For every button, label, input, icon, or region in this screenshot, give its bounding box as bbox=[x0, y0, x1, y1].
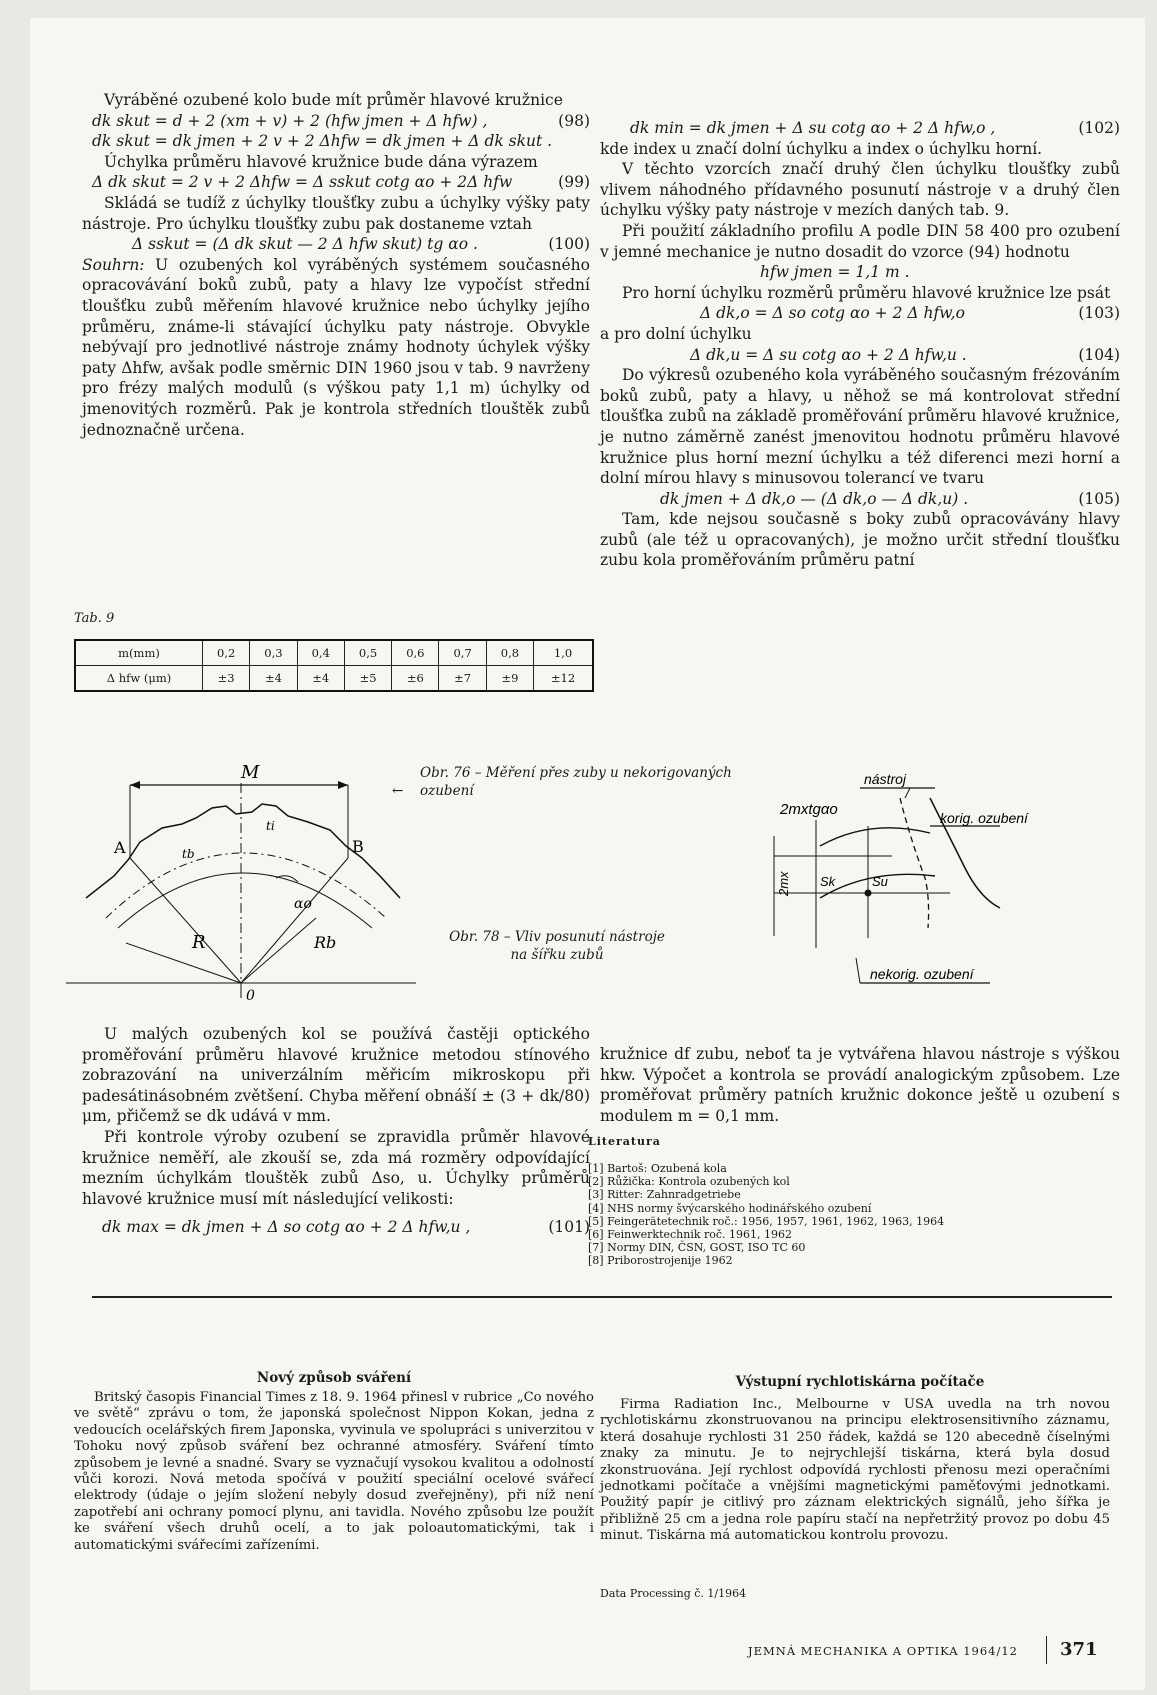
table-cell: 0,3 bbox=[250, 640, 297, 666]
paragraph: a pro dolní úchylku bbox=[600, 324, 752, 343]
list-item: [2] Růžička: Kontrola ozubených kol bbox=[588, 1175, 790, 1189]
paragraph: U malých ozubených kol se používá častěji optického proměřování průměru hlavové kružnice metodou stínového zobrazování na univerzálním měřicím mikroskopu při padesátinásobném zvětšení. Chyba měření obnáší ± (3 + dk/80) μm, přičemž se dk udává v mm. bbox=[82, 1025, 590, 1126]
list-item: [4] NHS normy švýcarského hodinářského ozubení bbox=[588, 1201, 872, 1215]
equation-104: Δ dk,u = Δ su cotg αo + 2 Δ hfw,u . (104) bbox=[690, 345, 1120, 364]
list-item: [5] Feingerätetechnik roč.: 1956, 1957, 1961, 1962, 1963, 1964 bbox=[588, 1214, 945, 1228]
journal-footer: JEMNÁ MECHANIKA A OPTIKA 1964/12 bbox=[748, 1644, 1018, 1658]
label-B: B bbox=[352, 837, 364, 856]
paragraph: Úchylka průměru hlavové kružnice bude dána výrazem bbox=[104, 152, 538, 171]
list-item: [6] Feinwerktechnik roč. 1961, 1962 bbox=[588, 1228, 793, 1242]
list-item: [8] Priborostrojenije 1962 bbox=[588, 1254, 733, 1268]
table-cell: Δ hfw (μm) bbox=[75, 666, 203, 692]
table-row bbox=[75, 666, 593, 692]
label-su: Su bbox=[872, 874, 888, 889]
table-cell: m(mm) bbox=[75, 640, 203, 666]
equation-100: Δ sskut = (Δ dk skut — 2 Δ hfw skut) tg αo . (100) bbox=[132, 235, 590, 254]
equation-98b: dk skut = dk jmen + 2 v + 2 Δhfw = dk jmen + Δ dk skut . bbox=[92, 132, 553, 151]
label-M: M bbox=[241, 762, 260, 783]
table-9 bbox=[74, 639, 594, 692]
bottom-left-text bbox=[82, 1024, 590, 1238]
journal-page bbox=[30, 18, 1145, 1690]
paragraph: Při kontrole výroby ozubení se zpravidla průměr hlavové kružnice neměří, ale zkouší se, zda má rozměry odpovídající mezním úchylkám tlouštěk zubů Δso, u. Úchylky průměrů hlavové kružnice musí mít následující velikosti: bbox=[82, 1127, 590, 1208]
label-sk: Sk bbox=[820, 874, 836, 889]
news-right-body: Firma Radiation Inc., Melbourne v USA uvedla na trh novou rychlotiskárnu zkonstruovanou na principu elektrosensitivního záznamu, která dosahuje rychlosti 31 250 řádek, každá se 120 abecedně číselnými znaky za minutu. Je to nejrychlejší tiskárna, která byla dosud zkonstruována. Její rychlost odpovídá rychlosti přenosu mezi operačními jednotkami počítače a vnějšími magnetickými paměťovými jednotkami. Použitý papír je citlivý pro záznam elektrických signálů, jeho šířka je přibližně 25 cm a jedna role papíru stačí na nepřetržitý provoz po dobu 45 minut. Tiskárna má automatickou kontrolu provozu. bbox=[600, 1397, 1110, 1544]
label-korig: korig. ozubení bbox=[940, 810, 1028, 826]
tool-offset-figure bbox=[760, 758, 1120, 998]
paragraph: kde index u značí dolní úchylku a index o úchylku horní. bbox=[600, 139, 1043, 158]
news-left-body: Britský časopis Financial Times z 18. 9. 1964 přinesl v rubrice „Co nového ve světě“ zprávu o tom, že japonská společnost Nippon Kokan, jedna z vedoucích ocelářských firem Japonska, vyvinula ve spolupráci s univerzitou v Tohoku nový způsob sváření bez ochranné atmosféry. Sváření tímto způsobem je levné a snadné. Svary se vyznačují vysokou kvalitou a odolností vůči korozi. Nová metoda spočívá v použití speciální ocelové svářecí elektrody (údaje o jejím složení nebyly dosud zveřejněny), při níž není zapotřebí ani ochrany pomocí plynu, ani tavidla. Nového způsobu lze použít ke sváření všech druhů ocelí, a to jak poloautomatickými, tak i automatickými svářecími zařízeními. bbox=[74, 1390, 594, 1553]
paragraph: Do výkresů ozubeného kola vyráběného současným frézováním boků zubů, paty a hlavy, u něhož se má kontrolovat střední tloušťka zubů na základě proměřování průměru hlavové kružnice, je nutno záměrně zanést jmenovitou hodnotu průměru hlavové kružnice plus horní mezní úchylku a též diferenci mezi horní a dolní mírou hlavy s minusovou tolerancí ve tvaru bbox=[600, 366, 1120, 488]
paragraph: Skládá se tudíž z úchylky tloušťky zubu a úchylky výšky paty nástroje. Pro úchylku tloušťky zubu pak dostaneme vztah bbox=[82, 193, 590, 233]
literature-title: Literatura bbox=[588, 1135, 661, 1148]
gear-measurement-figure bbox=[66, 748, 426, 1008]
literature-list bbox=[588, 1162, 1008, 1268]
label-tb: tb bbox=[182, 847, 195, 861]
table-cell: ±7 bbox=[439, 666, 486, 692]
equation-h: hfw jmen = 1,1 m . bbox=[760, 263, 910, 282]
arrow-glyph: ← bbox=[392, 783, 404, 799]
label-alpha: αo bbox=[294, 896, 312, 912]
footer-divider bbox=[1046, 1636, 1047, 1664]
list-item: [7] Normy DIN, ČSN, GOST, ISO TC 60 bbox=[588, 1241, 806, 1255]
list-item: [1] Bartoš: Ozubená kola bbox=[588, 1162, 727, 1175]
table-cell: ±12 bbox=[534, 666, 593, 692]
table-cell: ±4 bbox=[250, 666, 297, 692]
equation-98a: dk skut = d + 2 (xm + v) + 2 (hfw jmen + Δ hfw) , (98) bbox=[92, 111, 590, 130]
paragraph: Tam, kde nejsou současně s boky zubů opracovávány hlavy zubů (ale též u opracovaných), je možno určit střední tloušťku zubu kola proměřováním průměru patní bbox=[600, 510, 1120, 570]
equation-102: dk min = dk jmen + Δ su cotg αo + 2 Δ hfw,o , (102) bbox=[630, 119, 1120, 137]
label-O: 0 bbox=[246, 988, 255, 1004]
label-Rb: Rb bbox=[314, 933, 337, 952]
equation-99: Δ dk skut = 2 v + 2 Δhfw = Δ sskut cotg αo + 2Δ hfw (99) bbox=[92, 173, 590, 192]
table-caption: Tab. 9 bbox=[74, 611, 115, 626]
right-column-text bbox=[600, 118, 1120, 571]
section-divider bbox=[92, 1296, 1112, 1298]
table-cell: 0,7 bbox=[439, 640, 486, 666]
left-column-text bbox=[82, 90, 590, 440]
table-cell: ±9 bbox=[486, 666, 533, 692]
table-cell: ±3 bbox=[203, 666, 250, 692]
paragraph: Při použití základního profilu A podle DIN 58 400 pro ozubení v jemné mechanice je nutno dosadit do vzorce (94) hodnotu bbox=[600, 221, 1120, 261]
figure-76-caption: Obr. 76 – Měření přes zuby u nekorigovaných ozubení bbox=[420, 765, 732, 799]
table-cell: 0,6 bbox=[392, 640, 439, 666]
list-item: [3] Ritter: Zahnradgetriebe bbox=[588, 1188, 741, 1202]
paragraph: Vyráběné ozubené kolo bude mít průměr hlavové kružnice bbox=[104, 91, 563, 109]
equation-101: dk max = dk jmen + Δ so cotg αo + 2 Δ hfw,u , (101) bbox=[102, 1218, 590, 1237]
table-cell: 0,2 bbox=[203, 640, 250, 666]
table-cell: 0,8 bbox=[486, 640, 533, 666]
bottom-right-text bbox=[600, 1044, 1120, 1126]
news-right-source: Data Processing č. 1/1964 bbox=[600, 1587, 747, 1600]
label-ti: ti bbox=[266, 819, 275, 833]
table-cell: ±4 bbox=[297, 666, 344, 692]
news-right-title: Výstupní rychlotiskárna počítače bbox=[735, 1374, 985, 1390]
label-nekorig: nekorig. ozubení bbox=[870, 966, 974, 982]
label-2mxtg: 2mxtgαo bbox=[780, 801, 838, 818]
figure-78-caption: Obr. 78 – Vliv posunutí nástroje na šířku zubů bbox=[449, 929, 665, 963]
table-cell: 1,0 bbox=[534, 640, 593, 666]
label-2mx: 2mx bbox=[776, 871, 791, 896]
table-cell: 0,4 bbox=[297, 640, 344, 666]
news-left-title: Nový způsob sváření bbox=[256, 1370, 412, 1386]
equation-103: Δ dk,o = Δ so cotg αo + 2 Δ hfw,o (103) bbox=[700, 304, 1120, 323]
paragraph: V těchto vzorcích značí druhý člen úchylku tloušťky zubů vlivem náhodného přídavného posunutí nástroje v a druhý člen úchylku výšky paty nástroje v mezích daných tab. 9. bbox=[600, 160, 1120, 220]
paragraph: kružnice df zubu, neboť ta je vytvářena hlavou nástroje s výškou hkw. Výpočet a kontrola se provádí analogickým způsobem. Lze proměřovat průměry patních kružnic dokonce ještě u ozubení s modulem m = 0,1 mm. bbox=[600, 1045, 1120, 1125]
summary-paragraph: Souhrn: U ozubených kol vyráběných systémem současného opracovávání boků zubů, paty a hlavy lze vypočíst střední tloušťku zubů měřením hlavové kružnice nebo úchylky jejího průměru, známe-li stávající úchylku paty nástroje. Obvykle nebývají pro jednotlivé nástroje známy hodnoty úchylek výšky paty Δhfw, avšak podle směrnic DIN 1960 jsou v tab. 9 navrženy pro frézy malých modulů (s výškou paty 1,1 m) úchylky od jmenovitých rozměrů. Pak je kontrola středních tlouštěk zubů jednoznačně určena. bbox=[82, 255, 590, 439]
paragraph: Pro horní úchylku rozměrů průměru hlavové kružnice lze psát bbox=[622, 283, 1111, 302]
label-A: A bbox=[114, 838, 126, 857]
label-R: R bbox=[192, 932, 206, 953]
table-cell: ±6 bbox=[392, 666, 439, 692]
page-number: 371 bbox=[1060, 1639, 1098, 1660]
table-cell: ±5 bbox=[344, 666, 391, 692]
table-cell: 0,5 bbox=[344, 640, 391, 666]
label-nastroj: nástroj bbox=[864, 771, 907, 787]
table-row bbox=[75, 640, 593, 666]
equation-105: dk jmen + Δ dk,o — (Δ dk,o — Δ dk,u) . (105) bbox=[660, 489, 1120, 508]
